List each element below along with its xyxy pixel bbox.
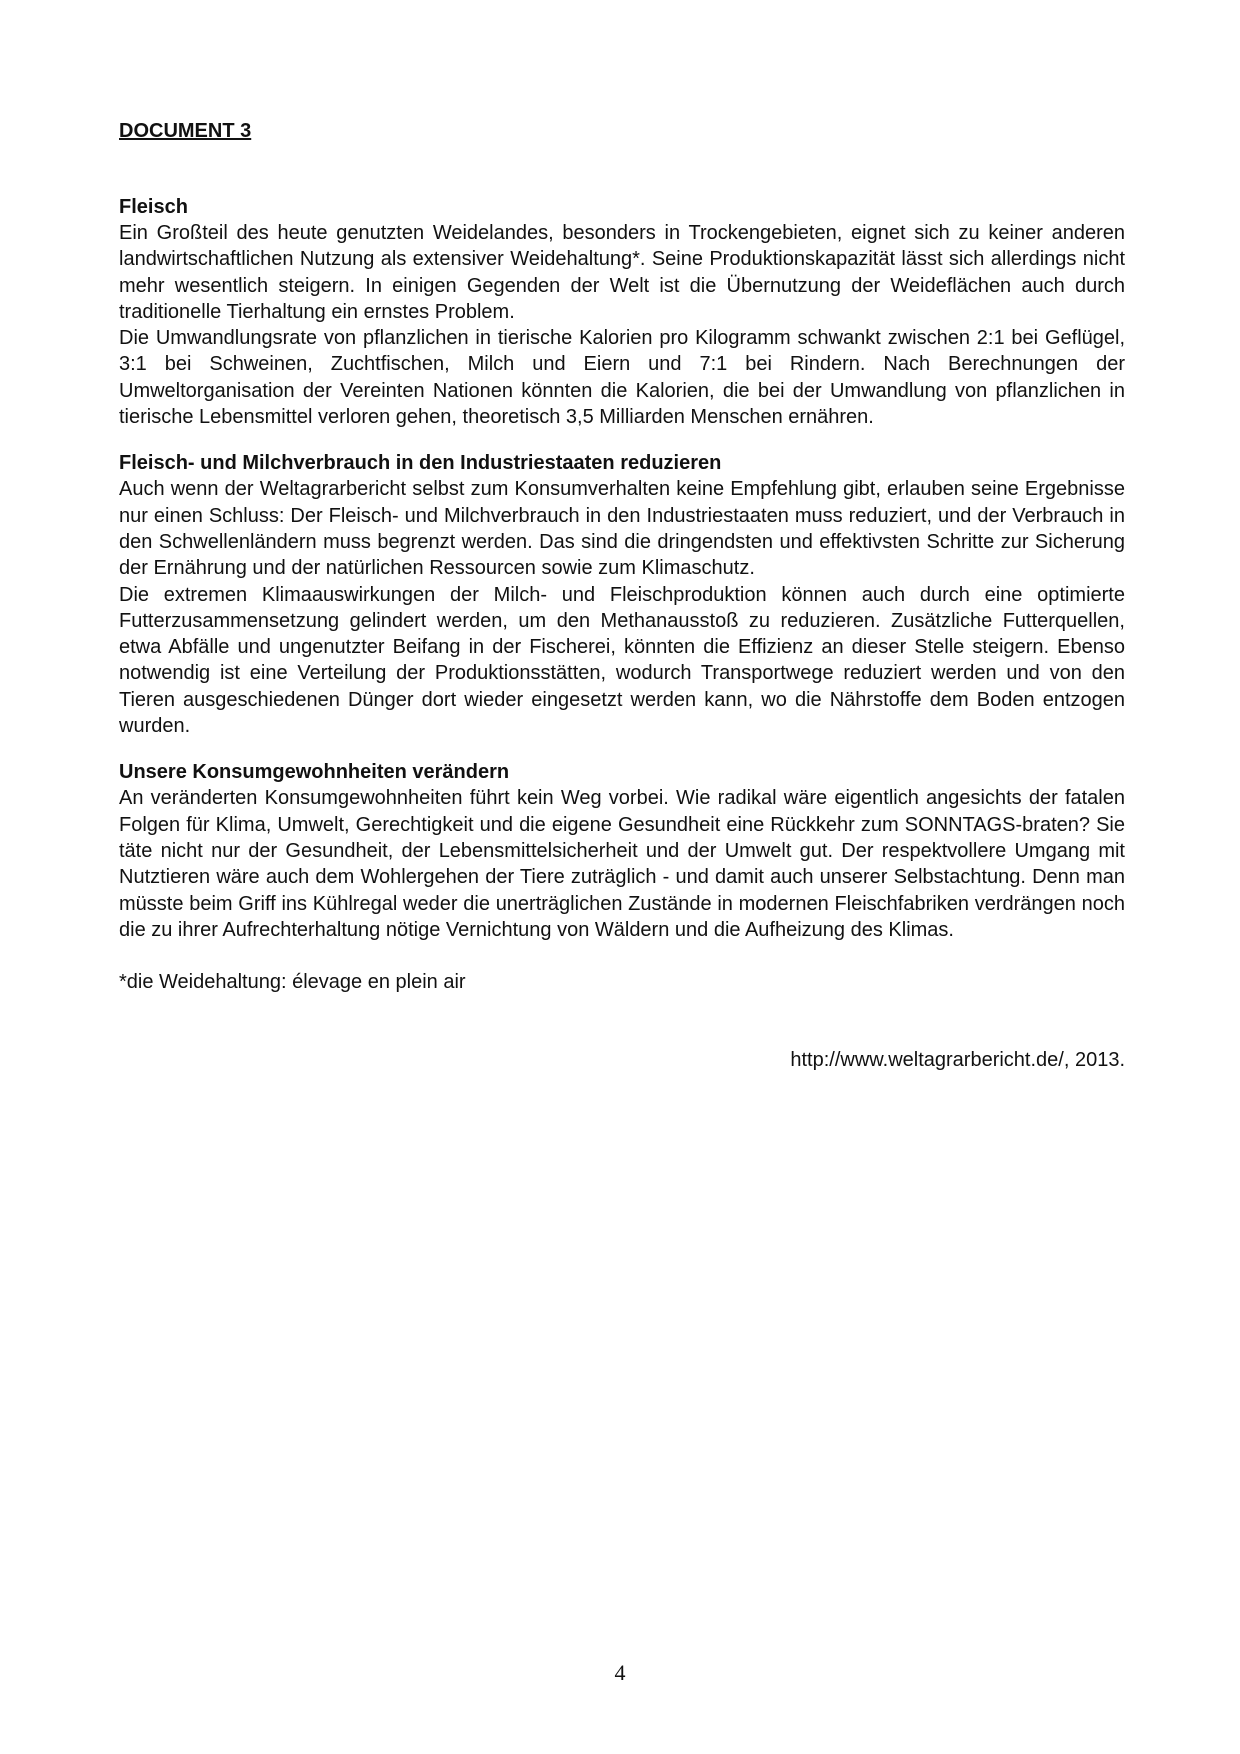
section-heading: Unsere Konsumgewohnheiten verändern: [119, 761, 510, 784]
paragraph: Ein Großteil des heute genutzten Weidelandes, besonders in Trockengebieten, eignet sich zu keiner anderen landwirtschaftlichen Nutzung als extensiver Weidehaltung*. Seine Produktionskapazität lässt sich allerdings nicht mehr wesentlich steigern. In einigen Gegenden der Welt ist die Übernutzung der Weideflächen auch durch traditionelle Tierhaltung ein ernstes Problem.: [119, 222, 1125, 323]
section-fleisch: [119, 194, 1125, 430]
section-heading: Fleisch: [119, 196, 188, 218]
section-verbrauch-reduzieren: [119, 450, 1125, 739]
paragraph: An veränderten Konsumgewohnheiten führt kein Weg vorbei. Wie radikal wäre eigentlich angesichts der fatalen Folgen für Klima, Umwelt, Gerechtigkeit und die eigene Gesundheit eine Rückkehr zum SONNTAGS-braten? Sie täte nicht nur der Gesundheit, der Lebensmittelsicherheit und der Umwelt gut. Der respektvollere Umgang mit Nutztieren wäre auch dem Wohlergehen der Tiere zuträglich - und damit auch unserer Selbstachtung. Denn man müsste beim Griff ins Kühlregal weder die unerträglichen Zustände in modernen Fleischfabriken verdrängen noch die zu ihrer Aufrechterhaltung nötige Vernichtung von Wäldern und die Aufheizung des Klimas.: [119, 787, 1125, 941]
source-citation: http://www.weltagrarbericht.de/, 2013.: [790, 1049, 1125, 1072]
page-number: 4: [614, 1660, 626, 1685]
document-title: DOCUMENT 3: [119, 120, 252, 142]
document-page: [119, 118, 1125, 1073]
section-konsumgewohnheiten: [119, 759, 1125, 943]
section-heading: Fleisch- und Milchverbrauch in den Industriestaaten reduzieren: [119, 452, 722, 475]
paragraph: Die extremen Klimaauswirkungen der Milch- und Fleischproduktion können auch durch eine optimierte Futterzusammensetzung gelindert werden, um den Methanausstoß zu reduzieren. Zusätzliche Futterquellen, etwa Abfälle und ungenutzter Beifang in der Fischerei, könnten die Effizienz an dieser Stelle steigern. Ebenso notwendig ist eine Verteilung der Produktionsstätten, wodurch Transportwege reduziert werden und von den Tieren ausgeschiedenen Dünger dort wieder eingesetzt werden kann, wo die Nährstoffe dem Boden entzogen wurden.: [119, 583, 1125, 738]
footnote: *die Weidehaltung: élevage en plein air: [119, 971, 466, 994]
paragraph: Auch wenn der Weltagrarbericht selbst zum Konsumverhalten keine Empfehlung gibt, erlauben seine Ergebnisse nur einen Schluss: Der Fleisch- und Milchverbrauch in den Industriestaaten muss reduziert, und der Verbrauch in den Schwellenländern muss begrenzt werden. Das sind die dringendsten und effektivsten Schritte zur Sicherung der Ernährung und der natürlichen Ressourcen sowie zum Klimaschutz.: [119, 478, 1125, 580]
paragraph: Die Umwandlungsrate von pflanzlichen in tierische Kalorien pro Kilogramm schwankt zwischen 2:1 bei Geflügel, 3:1 bei Schweinen, Zuchtfischen, Milch und Eiern und 7:1 bei Rindern. Nach Berechnungen der Umweltorganisation der Vereinten Nationen könnten die Kalorien, die bei der Umwandlung von pflanzlichen in tierische Lebensmittel verloren gehen, theoretisch 3,5 Milliarden Menschen ernähren.: [119, 327, 1125, 429]
